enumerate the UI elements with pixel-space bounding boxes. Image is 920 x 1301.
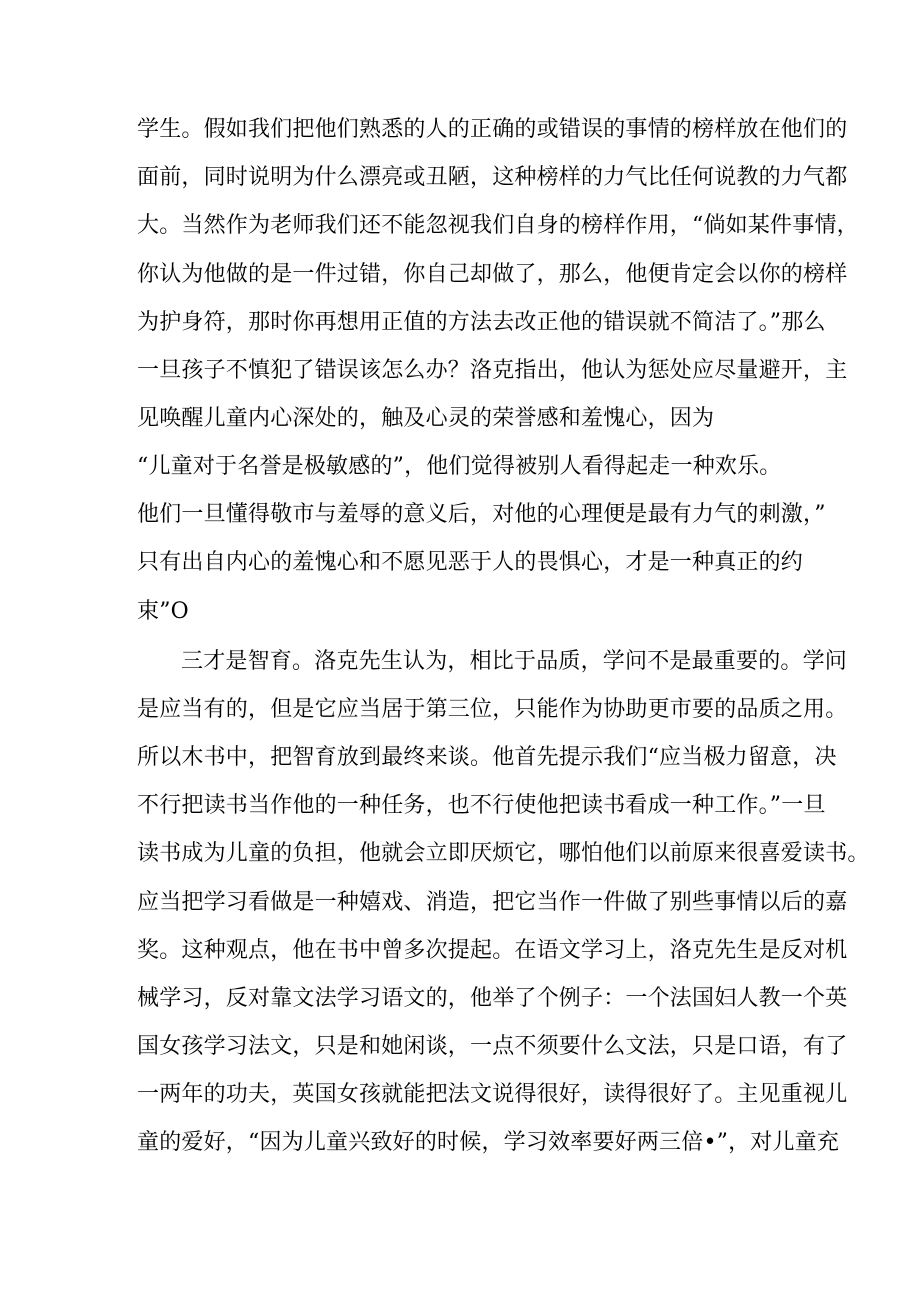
text-line: 束”O bbox=[137, 599, 189, 624]
text-line: 童的爱好，“因为儿童兴致好的时候，学习效率要好两三倍•”，对儿童充 bbox=[137, 1130, 840, 1155]
text-line: 一旦孩子不慎犯了错误该怎么办？洛克指出，他认为惩处应尽量避开，主 bbox=[137, 358, 848, 383]
text-line: 不行把读书当作他的一种任务，也不行使他把读书看成一种工作。”一旦 bbox=[137, 793, 826, 818]
text-line: 为护身符，那时你再想用正值的方法去改正他的错误就不简洁了。”那么 bbox=[137, 310, 826, 335]
text-line: 学生。假如我们把他们熟悉的人的正确的或错误的事情的榜样放在他们的 bbox=[137, 117, 848, 142]
text-line: 你认为他做的是一件过错，你自己却做了，那么，他便肯定会以你的榜样 bbox=[137, 262, 848, 287]
text-line: 读书成为儿童的负担，他就会立即厌烦它，哪怕他们以前原来很喜爱读书。 bbox=[137, 841, 870, 866]
text-line: 奖。这种观点，他在书中曾多次提起。在语文学习上，洛克先生是反对机 bbox=[137, 938, 848, 963]
text-line: 是应当有的，但是它应当居于第三位，只能作为协助更市要的品质之用。 bbox=[137, 697, 848, 722]
text-line: 械学习，反对靠文法学习语文的，他举了个例子：一个法国妇人教一个英 bbox=[137, 986, 848, 1011]
text-line: 大。当然作为老师我们还不能忽视我们自身的榜样作用，“倘如某件事情， bbox=[137, 213, 859, 238]
text-line: “儿童对于名誉是极敏感的”，他们觉得被别人看得起走一种欢乐。 bbox=[137, 454, 782, 479]
text-line: 国女孩学习法文，只是和她闲谈，一点不须要什么文法，只是口语，有了 bbox=[137, 1034, 848, 1059]
text-line: 应当把学习看做是一种嬉戏、消造，把它当作一件做了别些事情以后的嘉 bbox=[137, 890, 848, 915]
text-line: 三才是智育。洛克先生认为，相比于品质，学问不是最重要的。学问 bbox=[181, 649, 848, 674]
text-line: 面前，同时说明为什么漂亮或丑陋，这种榜样的力气比任何说教的力气都 bbox=[137, 165, 848, 190]
text-line: 一两年的功夫，英国女孩就能把法文说得很好，读得很好了。主见重视儿 bbox=[137, 1082, 848, 1107]
text-line: 见唤醒儿童内心深处的，触及心灵的荣誉感和羞愧心，因为 bbox=[137, 406, 715, 431]
text-line: 只有出自内心的羞愧心和不愿见恶于人的畏惧心，才是一种真正的约 bbox=[137, 550, 804, 575]
text-line: 所以木书中，把智育放到最终来谈。他首先提示我们“应当极力留意，决 bbox=[137, 745, 837, 770]
text-line: 他们一旦懂得敬市与羞辱的意义后，对他的心理便是最有力气的刺激，” bbox=[137, 502, 826, 527]
